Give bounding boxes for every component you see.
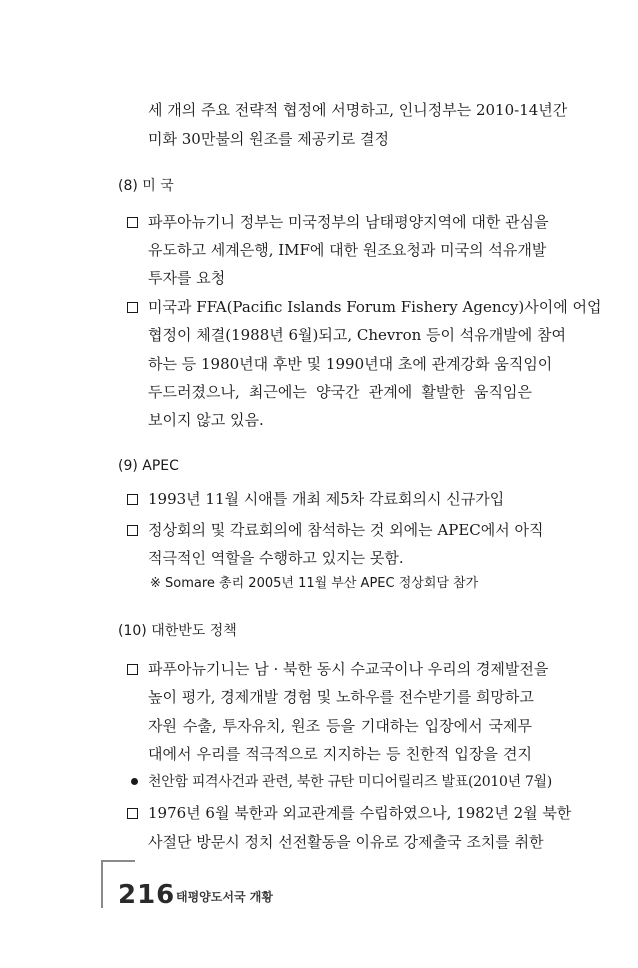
body-line: 대에서 우리를 적극적으로 지지하는 등 친한적 입장을 견지 (148, 745, 532, 763)
checkbox-bullet-icon (127, 808, 138, 819)
body-line: 보이지 않고 있음. (148, 411, 264, 429)
section-heading-korea-policy: (10) 대한반도 정책 (118, 623, 237, 639)
body-line: 1993년 11월 시애틀 개최 제5차 각료회의시 신규가입 (148, 490, 505, 508)
body-line: 미화 30만불의 원조를 제공키로 결정 (148, 130, 390, 148)
body-line: 협정이 체결(1988년 6월)되고, Chevron 등이 석유개발에 참여 (148, 326, 566, 344)
body-line: 1976년 6월 북한과 외교관계를 수립하였으나, 1982년 2월 북한 (148, 804, 572, 822)
reference-note: ※ Somare 총리 2005년 11월 부산 APEC 정상회담 참가 (150, 576, 479, 591)
body-line: 하는 등 1980년대 후반 및 1990년대 초에 관계강화 움직임이 (148, 355, 553, 373)
body-line: 높이 평가, 경제개발 경험 및 노하우를 전수받기를 희망하고 (148, 688, 534, 706)
body-line: 유도하고 세계은행, IMF에 대한 원조요청과 미국의 석유개발 (148, 241, 547, 259)
section-heading-apec: (9) APEC (118, 458, 179, 474)
page-number: 216 (118, 880, 176, 910)
body-line: 세 개의 주요 전략적 협정에 서명하고, 인니정부는 2010-14년간 (148, 101, 568, 119)
bullet-dot-icon (131, 778, 138, 785)
body-line: 파푸아뉴기니 정부는 미국정부의 남태평양지역에 대한 관심을 (148, 213, 549, 231)
body-line: 사절단 방문시 정치 선전활동을 이유로 강제출국 조치를 취한 (148, 833, 544, 851)
body-line: 자원 수출, 투자유치, 원조 등을 기대하는 입장에서 국제무 (148, 717, 532, 735)
body-line: 두드러졌으나, 최근에는 양국간 관계에 활발한 움직임은 (148, 383, 532, 401)
checkbox-bullet-icon (127, 217, 138, 228)
checkbox-bullet-icon (127, 664, 138, 675)
section-heading-usa: (8) 미 국 (118, 178, 174, 194)
body-line: 적극적인 역할을 수행하고 있지는 못함. (148, 549, 404, 567)
checkbox-bullet-icon (127, 302, 138, 313)
checkbox-bullet-icon (127, 494, 138, 505)
body-line: 미국과 FFA(Pacific Islands Forum Fishery Agency)사이에 어업 (148, 298, 602, 316)
body-line: 파푸아뉴기니는 남 · 북한 동시 수교국이나 우리의 경제발전을 (148, 660, 549, 678)
body-line: 투자를 요청 (148, 269, 226, 287)
body-line: 정상회의 및 각료회의에 참석하는 것 외에는 APEC에서 아직 (148, 521, 544, 539)
checkbox-bullet-icon (127, 525, 138, 536)
running-footer-title: 태평양도서국 개황 (176, 890, 273, 904)
body-line: 천안함 피격사건과 관련, 북한 규탄 미디어릴리즈 발표(2010년 7월) (148, 774, 552, 790)
